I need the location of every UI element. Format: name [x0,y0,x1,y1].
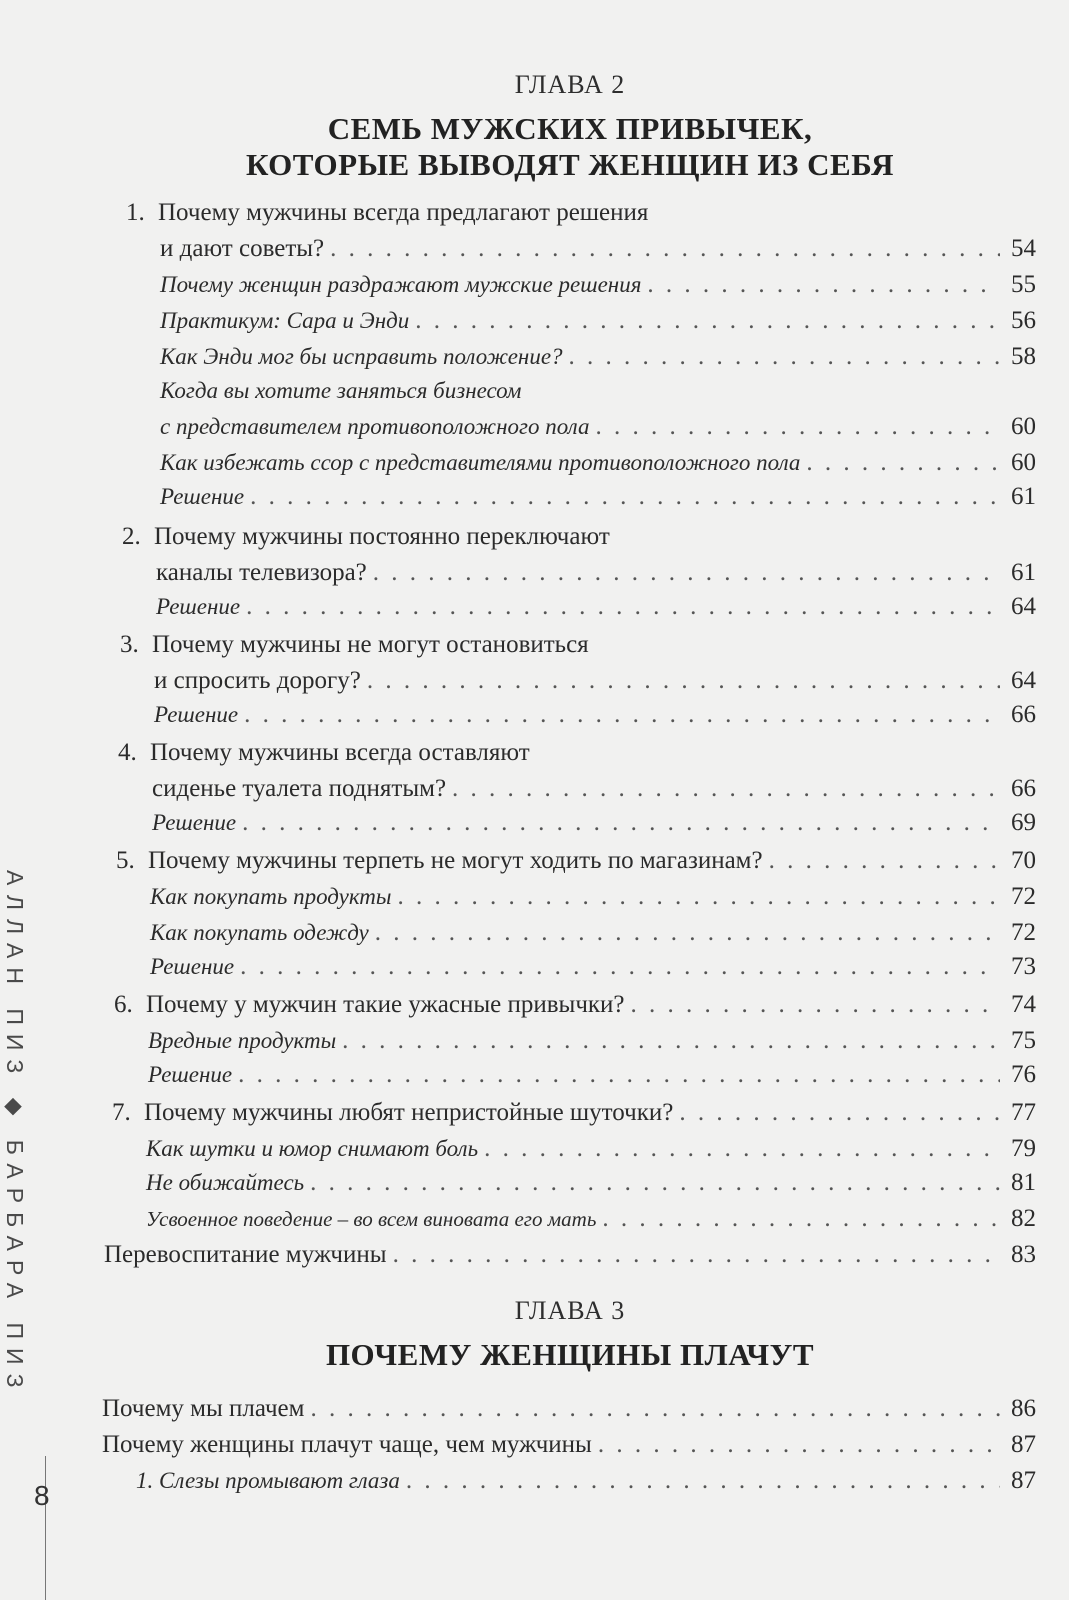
chapter-3-label: ГЛАВА 3 [514,1296,626,1325]
toc-subentry[interactable]: Как Энди мог бы исправить положение? . . . 58 [160,340,1036,374]
chapter-2-title-line-1: СЕМЬ МУЖСКИХ ПРИВЫЧЕК, [327,111,813,146]
toc-entry-4-line-1: 4. Почему мужчины всегда оставляют [118,739,530,766]
toc-entry[interactable]: Перевоспитание мужчины . . . 83 [104,1238,1036,1272]
spine-authors [2,870,48,1440]
toc-subentry[interactable]: 1. Слезы промывают глаза . . . 87 [136,1464,1036,1498]
page-number: 8 [34,1480,50,1511]
chapter-2-label: ГЛАВА 2 [514,70,626,99]
chapter-2-title-line-2: КОТОРЫЕ ВЫВОДЯТ ЖЕНЩИН ИЗ СЕБЯ [245,147,895,182]
toc-subentry[interactable]: Почему женщин раздражают мужские решения . . . 55 [160,268,1036,302]
toc-subentry[interactable]: Как избежать ссор с представителями противоположного пола . . . 60 [160,446,1036,480]
authors-running-head: АЛЛАН ПИЗ ◆ БАРБАРА ПИЗ [2,870,28,1397]
toc-entry[interactable]: и спросить дорогу? . . . 64 [154,664,1036,698]
toc-subentry[interactable]: Решение . . . 66 [154,698,1036,732]
toc-subentry[interactable]: Как покупать одежду . . . 72 [150,916,1036,950]
toc-subentry[interactable]: Решение . . . 76 [148,1058,1036,1092]
margin-divider [45,1456,46,1600]
toc-subentry[interactable]: Усвоенное поведение – во всем виновата его мать . . . 82 [146,1202,1036,1236]
toc-entry[interactable]: каналы телевизора? . . . 61 [156,556,1036,590]
toc-subentry[interactable]: Практикум: Сара и Энди . . . 56 [160,304,1036,338]
chapter-3-title: ПОЧЕМУ ЖЕНЩИНЫ ПЛАЧУТ [325,1337,815,1372]
toc-entry[interactable]: и дают советы? . . . 54 [160,232,1036,266]
toc-subentry[interactable]: Как шутки и юмор снимают боль . . . 79 [146,1132,1036,1166]
toc-entry-2-line-1: 2. Почему мужчины постоянно переключают [122,523,610,550]
toc-entry[interactable]: 5. Почему мужчины терпеть не могут ходить по магазинам? . . . 70 [116,844,1036,878]
toc-entry[interactable]: сиденье туалета поднятым? . . . 66 [152,772,1036,806]
toc-subentry[interactable]: Как покупать продукты . . . 72 [150,880,1036,914]
toc-entry[interactable]: 7. Почему мужчины любят непристойные шуточки? . . . 77 [112,1096,1036,1130]
toc-subentry[interactable]: с представителем противоположного пола . . . 60 [160,410,1036,444]
toc-subentry-line-1: Когда вы хотите заняться бизнесом [160,378,522,403]
toc-entry[interactable]: Почему мы плачем . . . 86 [102,1392,1036,1426]
toc-subentry[interactable]: Решение . . . 64 [156,590,1036,624]
toc-subentry[interactable]: Решение . . . 69 [152,806,1036,840]
toc-entry-1-line-1: 1. Почему мужчины всегда предлагают решения [126,199,649,226]
toc-subentry[interactable]: Вредные продукты . . . 75 [148,1024,1036,1058]
toc-subentry[interactable]: Решение . . . 61 [160,480,1036,514]
toc-entry[interactable]: Почему женщины плачут чаще, чем мужчины . . . 87 [102,1428,1036,1462]
toc-subentry[interactable]: Не обижайтесь . . . 81 [146,1166,1036,1200]
toc-entry-3-line-1: 3. Почему мужчины не могут остановиться [120,631,589,658]
toc-subentry[interactable]: Решение . . . 73 [150,950,1036,984]
toc-entry[interactable]: 6. Почему у мужчин такие ужасные привычки? . . . 74 [114,988,1036,1022]
